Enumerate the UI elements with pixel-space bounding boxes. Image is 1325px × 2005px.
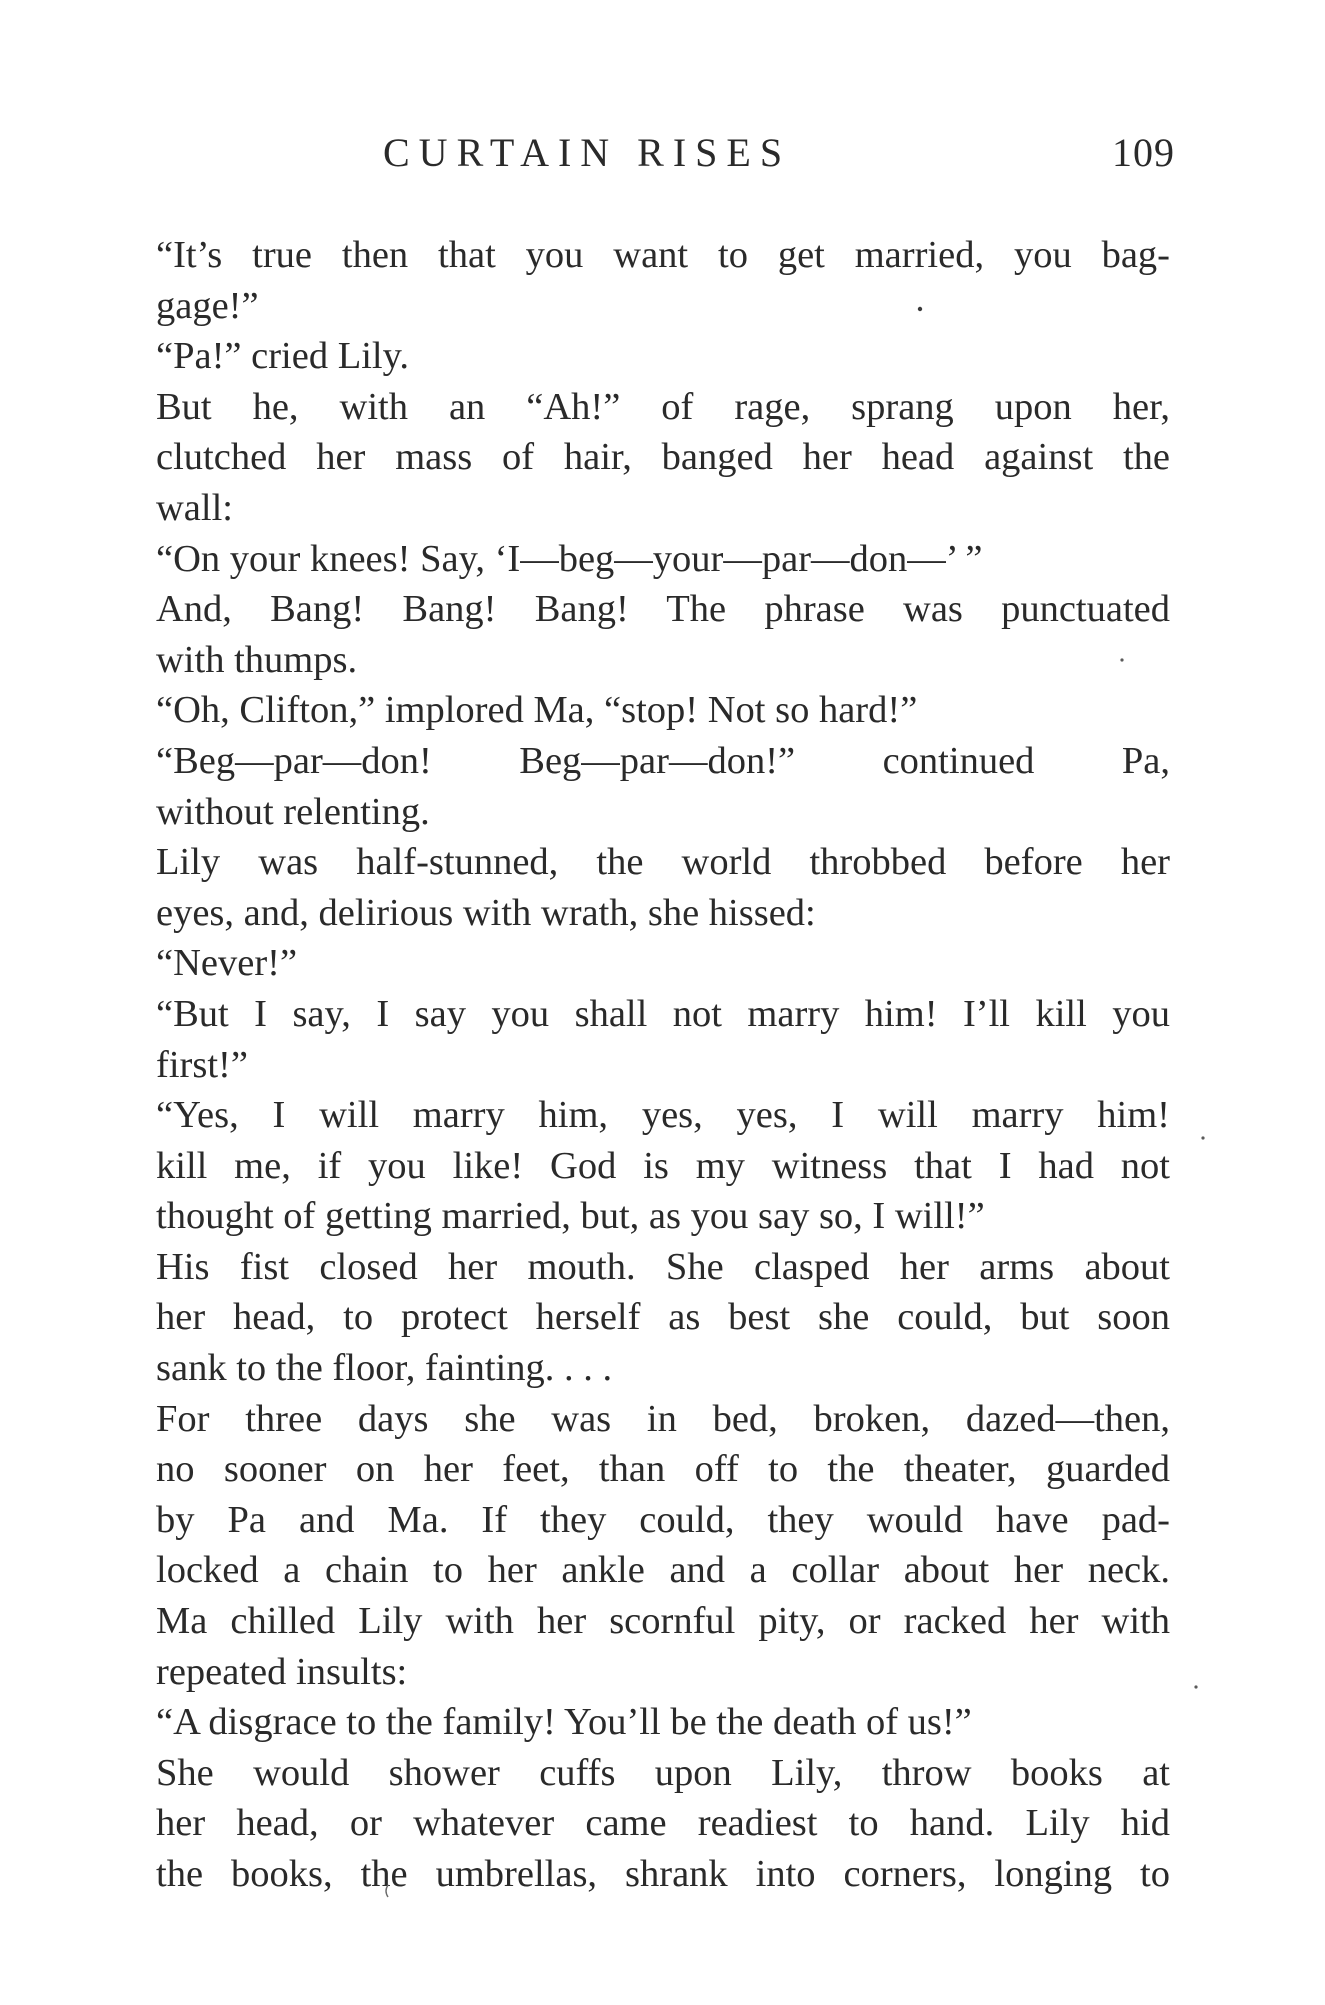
text-line: her head, to protect herself as best she could, but soon [156, 1296, 1170, 1339]
text-line: “But I say, I say you shall not marry him! I’ll kill you [156, 992, 1170, 1035]
text-line: And, Bang! Bang! Bang! The phrase was punctuated [156, 588, 1170, 631]
text-line: gage!” [156, 284, 259, 327]
page-number: 109 [1112, 130, 1175, 175]
text-line: “Yes, I will marry him, yes, yes, I will marry him! [156, 1094, 1170, 1137]
text-line: thought of getting married, but, as you say so, I will!” [156, 1195, 985, 1238]
text-line: “A disgrace to the family! You’ll be the death of us!” [156, 1701, 972, 1744]
text-line: by Pa and Ma. If they could, they would have pad- [156, 1498, 1170, 1541]
body-text [116, 230, 1170, 1900]
text-line: But he, with an “Ah!” of rage, sprang upon her, [156, 385, 1170, 428]
text-line: She would shower cuffs upon Lily, throw books at [156, 1751, 1170, 1794]
paragraph-4 [116, 534, 1170, 585]
ink-speck [1194, 1685, 1197, 1688]
paragraph-3 [116, 382, 1170, 534]
ink-speck [1201, 1136, 1204, 1139]
text-line: “Pa!” cried Lily. [156, 335, 409, 378]
text-line: Ma chilled Lily with her scornful pity, or racked her with [156, 1600, 1170, 1643]
paragraph-14 [116, 1697, 1170, 1748]
paragraph-1 [116, 230, 1170, 331]
text-line: “Beg—par—don! Beg—par—don!” continued Pa, [156, 739, 1170, 782]
paragraph-13 [116, 1394, 1170, 1698]
text-line: kill me, if you like! God is my witness that I had not [156, 1144, 1170, 1187]
paragraph-7 [116, 736, 1170, 837]
paragraph-11 [116, 1090, 1170, 1242]
text-line: repeated insults: [156, 1650, 408, 1693]
text-line: clutched her mass of hair, banged her head against the [156, 436, 1170, 479]
text-line: wall: [156, 486, 233, 529]
text-line: no sooner on her feet, than off to the theater, guarded [156, 1448, 1170, 1491]
text-line: His fist closed her mouth. She clasped her arms about [156, 1245, 1170, 1288]
text-line: For three days she was in bed, broken, dazed—then, [156, 1397, 1170, 1440]
text-line: her head, or whatever came readiest to hand. Lily hid [156, 1802, 1170, 1845]
text-line: first!” [156, 1043, 248, 1086]
text-line: Lily was half-stunned, the world throbbed before her [156, 841, 1170, 884]
text-line: with thumps. [156, 638, 358, 681]
text-line: “Never!” [156, 942, 298, 985]
text-line: without relenting. [156, 790, 430, 833]
text-line: “On your knees! Say, ‘I—beg—your—par—don—’ ” [156, 537, 983, 580]
text-line: “Oh, Clifton,” implored Ma, “stop! Not so hard!” [156, 689, 918, 732]
paragraph-12 [116, 1242, 1170, 1394]
text-line: locked a chain to her ankle and a collar about her neck. [156, 1549, 1170, 1592]
paragraph-8 [116, 837, 1170, 938]
paragraph-2 [116, 331, 1170, 382]
paragraph-15 [116, 1748, 1170, 1900]
text-line: sank to the floor, fainting. . . . [156, 1347, 613, 1390]
running-title: CURTAIN RISES [383, 130, 792, 175]
paragraph-10 [116, 989, 1170, 1090]
paragraph-9 [116, 938, 1170, 989]
paragraph-5 [116, 584, 1170, 685]
text-line: the books, the umbrellas, shrank into corners, longing to [156, 1853, 1170, 1895]
text-line: eyes, and, delirious with wrath, she hissed: [156, 891, 816, 934]
text-line: “It’s true then that you want to get married, you bag- [156, 234, 1170, 276]
running-head [0, 128, 1325, 178]
paragraph-6 [116, 685, 1170, 736]
